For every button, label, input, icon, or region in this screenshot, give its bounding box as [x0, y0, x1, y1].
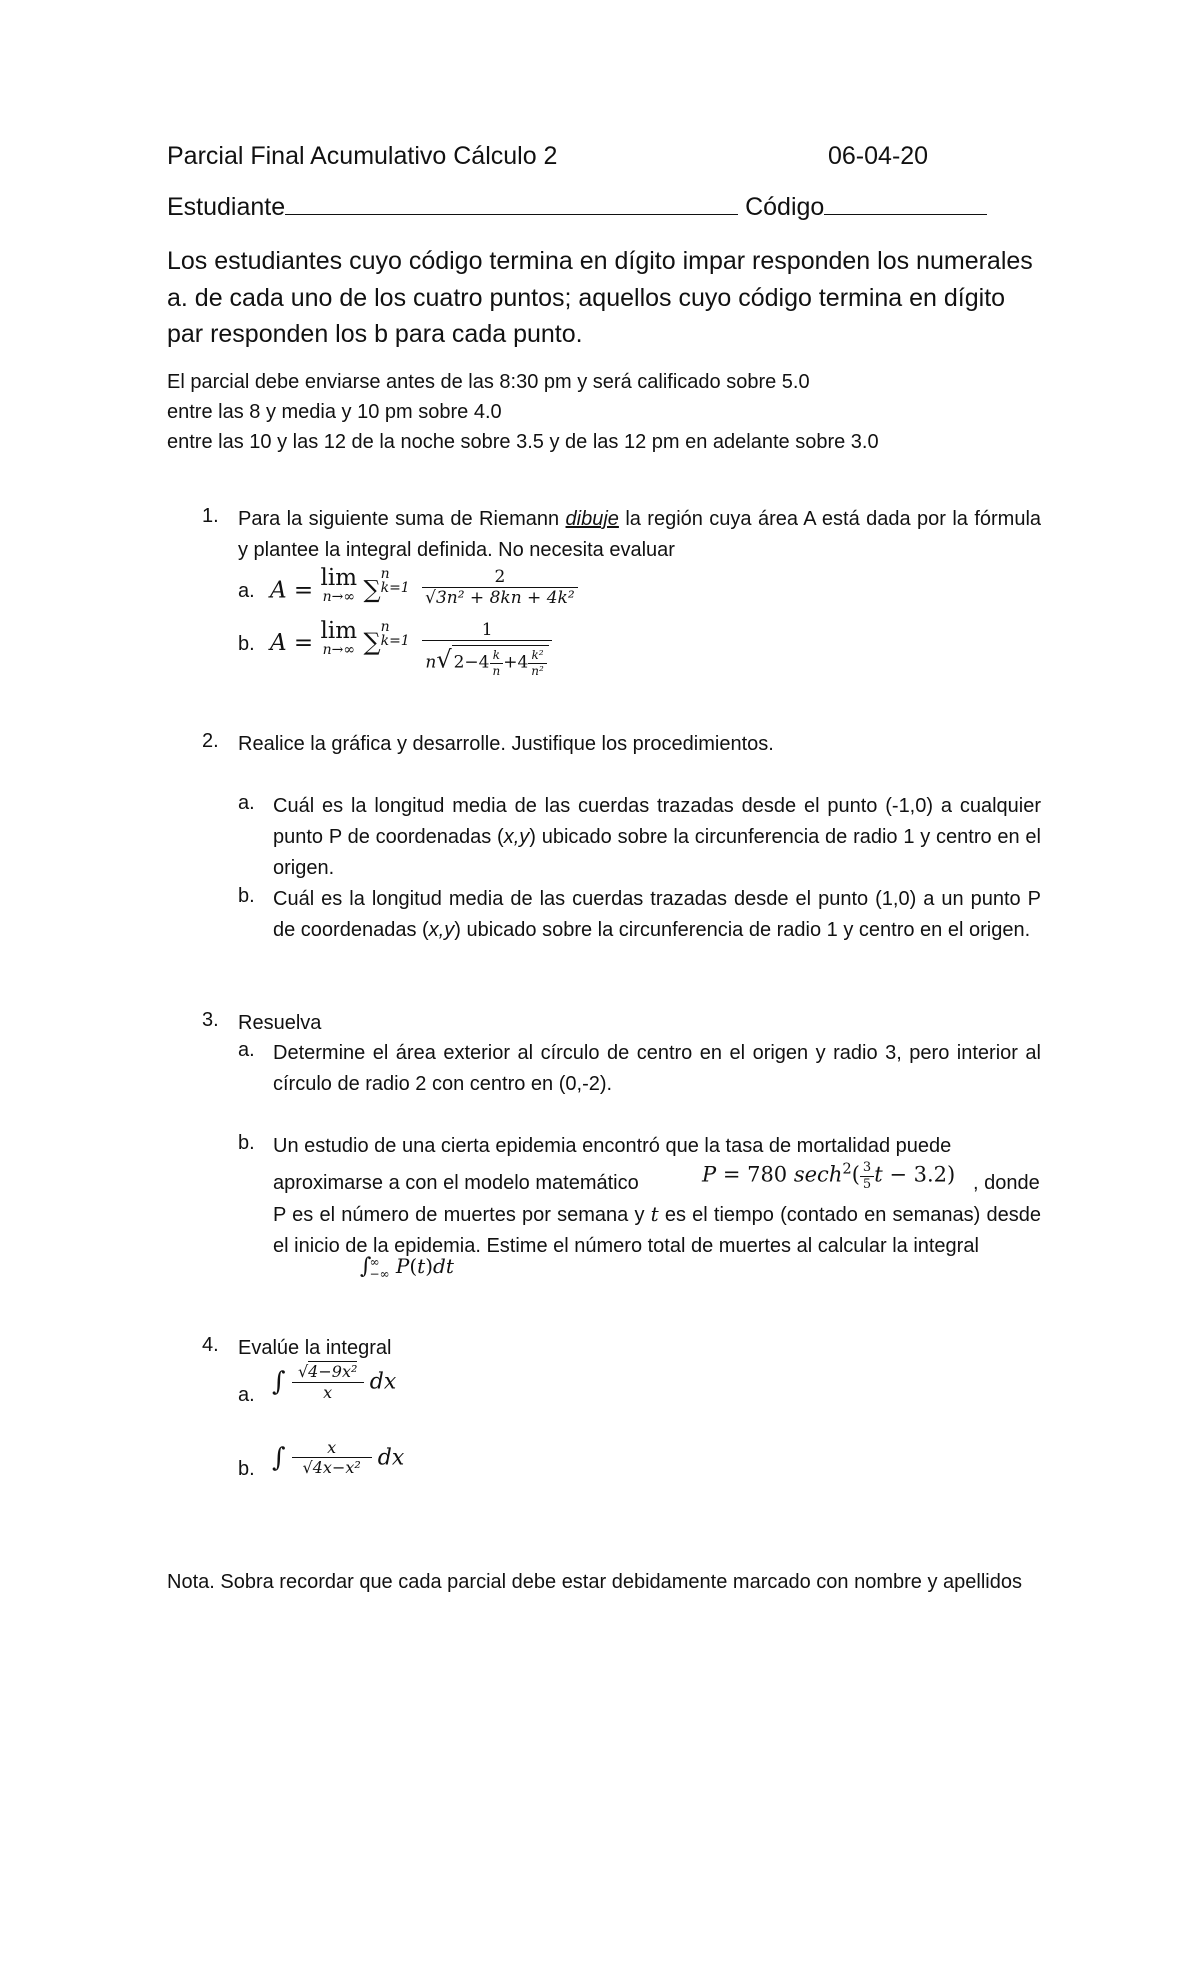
problem-1-emphasis: dibuje	[565, 508, 619, 530]
problem-2b-label: b.	[238, 885, 255, 907]
instructions-intro: Los estudiantes cuyo código termina en dígito impar responden los numerales a. de cada uno de los cuatro puntos; aquellos cuyo código termina en dígito par responden los b para cada punto.	[167, 247, 1033, 348]
problem-2a-text: Cuál es la longitud media de las cuerdas trazadas desde el punto (-1,0) a cualquier punto P de coordenadas (x,y) ubicado sobre la circunferencia de radio 1 y centro en el origen.	[273, 795, 1041, 879]
problem-1a-formula: A = lim n→∞ ∑ n k=1 $\frac{2}{\text{√3n² + 8kn + 4k²}}$	[270, 567, 578, 609]
problem-4-text: Evalúe la integral	[238, 1337, 392, 1359]
grading-rule: entre las 10 y las 12 de la noche sobre 3.5 y de las 12 pm en adelante sobre 3.0	[167, 431, 879, 453]
exam-date: 06-04-20	[828, 142, 929, 170]
problem-2b-text: Cuál es la longitud media de las cuerdas trazadas desde el punto (1,0) a un punto P de coordenadas (x,y) ubicado sobre la circunferencia de radio 1 y centro en el origen.	[273, 888, 1041, 941]
student-name-blank[interactable]	[285, 192, 738, 215]
problem-4a-integral: ∫ $\frac{\text{√4−9x²}}{x}$ dx	[272, 1362, 397, 1403]
problem-1-text: Para la siguiente suma de Riemann dibuje la región cuya área A está dada por la fórmula y plantee la integral definida. No necesita evaluar	[238, 508, 1042, 561]
problem-3b-line-1: Un estudio de una cierta epidemia encontró que la tasa de mortalidad puede	[273, 1135, 952, 1157]
problem-4a-label: a.	[238, 1384, 255, 1406]
problem-3b-donde: , donde	[973, 1172, 1040, 1194]
problem-3b-model-formula: P = 780 sech$^2$( $\frac{3}{5}$ t − 3.2)	[702, 1160, 956, 1192]
problem-1a-label: a.	[238, 580, 255, 602]
grading-rule: entre las 8 y media y 10 pm sobre 4.0	[167, 401, 502, 423]
problem-4b-label: b.	[238, 1458, 255, 1480]
student-code-blank[interactable]	[824, 192, 987, 215]
problem-3-text: Resuelva	[238, 1012, 322, 1034]
problem-1-number: 1.	[202, 505, 219, 527]
problem-2a-label: a.	[238, 792, 255, 814]
problem-4-number: 4.	[202, 1334, 219, 1356]
problem-3b-integral: ∫ ∞ −∞ P(t)dt	[360, 1254, 454, 1281]
student-line	[167, 192, 987, 222]
problem-1b-label: b.	[238, 633, 255, 655]
problem-3b-label: b.	[238, 1132, 255, 1154]
problem-2-number: 2.	[202, 730, 219, 752]
closing-note: Nota. Sobra recordar que cada parcial debe estar debidamente marcado con nombre y apellidos	[167, 1571, 1022, 1593]
code-label: Código	[745, 193, 825, 221]
problem-3b-text: P es el número de muertes por semana y t es el tiempo (contado en semanas) desde el inicio de la epidemia. Estime el número total de muertes al calcular la integral	[273, 1202, 1042, 1257]
problem-2-text: Realice la gráfica y desarrolle. Justifique los procedimientos.	[238, 733, 774, 755]
student-label: Estudiante	[167, 193, 286, 221]
exam-title: Parcial Final Acumulativo Cálculo 2	[167, 142, 558, 170]
problem-1b-formula: A = lim n→∞ ∑ n k=1 1 n√ 2−4 $\frac{k}{n}$ +4 $\frac{\text{k²}}{\text{n²}}$	[270, 620, 552, 678]
problem-4b-integral: ∫ $\frac{x}{\text{√4x−x²}}$ dx	[272, 1438, 405, 1478]
problem-3a-text: Determine el área exterior al círculo de centro en el origen y radio 3, pero interior al círculo de radio 2 con centro en (0,-2).	[273, 1042, 1041, 1095]
grading-rule: El parcial debe enviarse antes de las 8:30 pm y será calificado sobre 5.0	[167, 371, 810, 393]
grading-rules	[167, 367, 879, 457]
problem-3b-line-2: aproximarse a con el modelo matemático	[273, 1172, 639, 1194]
problem-3a-label: a.	[238, 1039, 255, 1061]
problem-3-number: 3.	[202, 1009, 219, 1031]
